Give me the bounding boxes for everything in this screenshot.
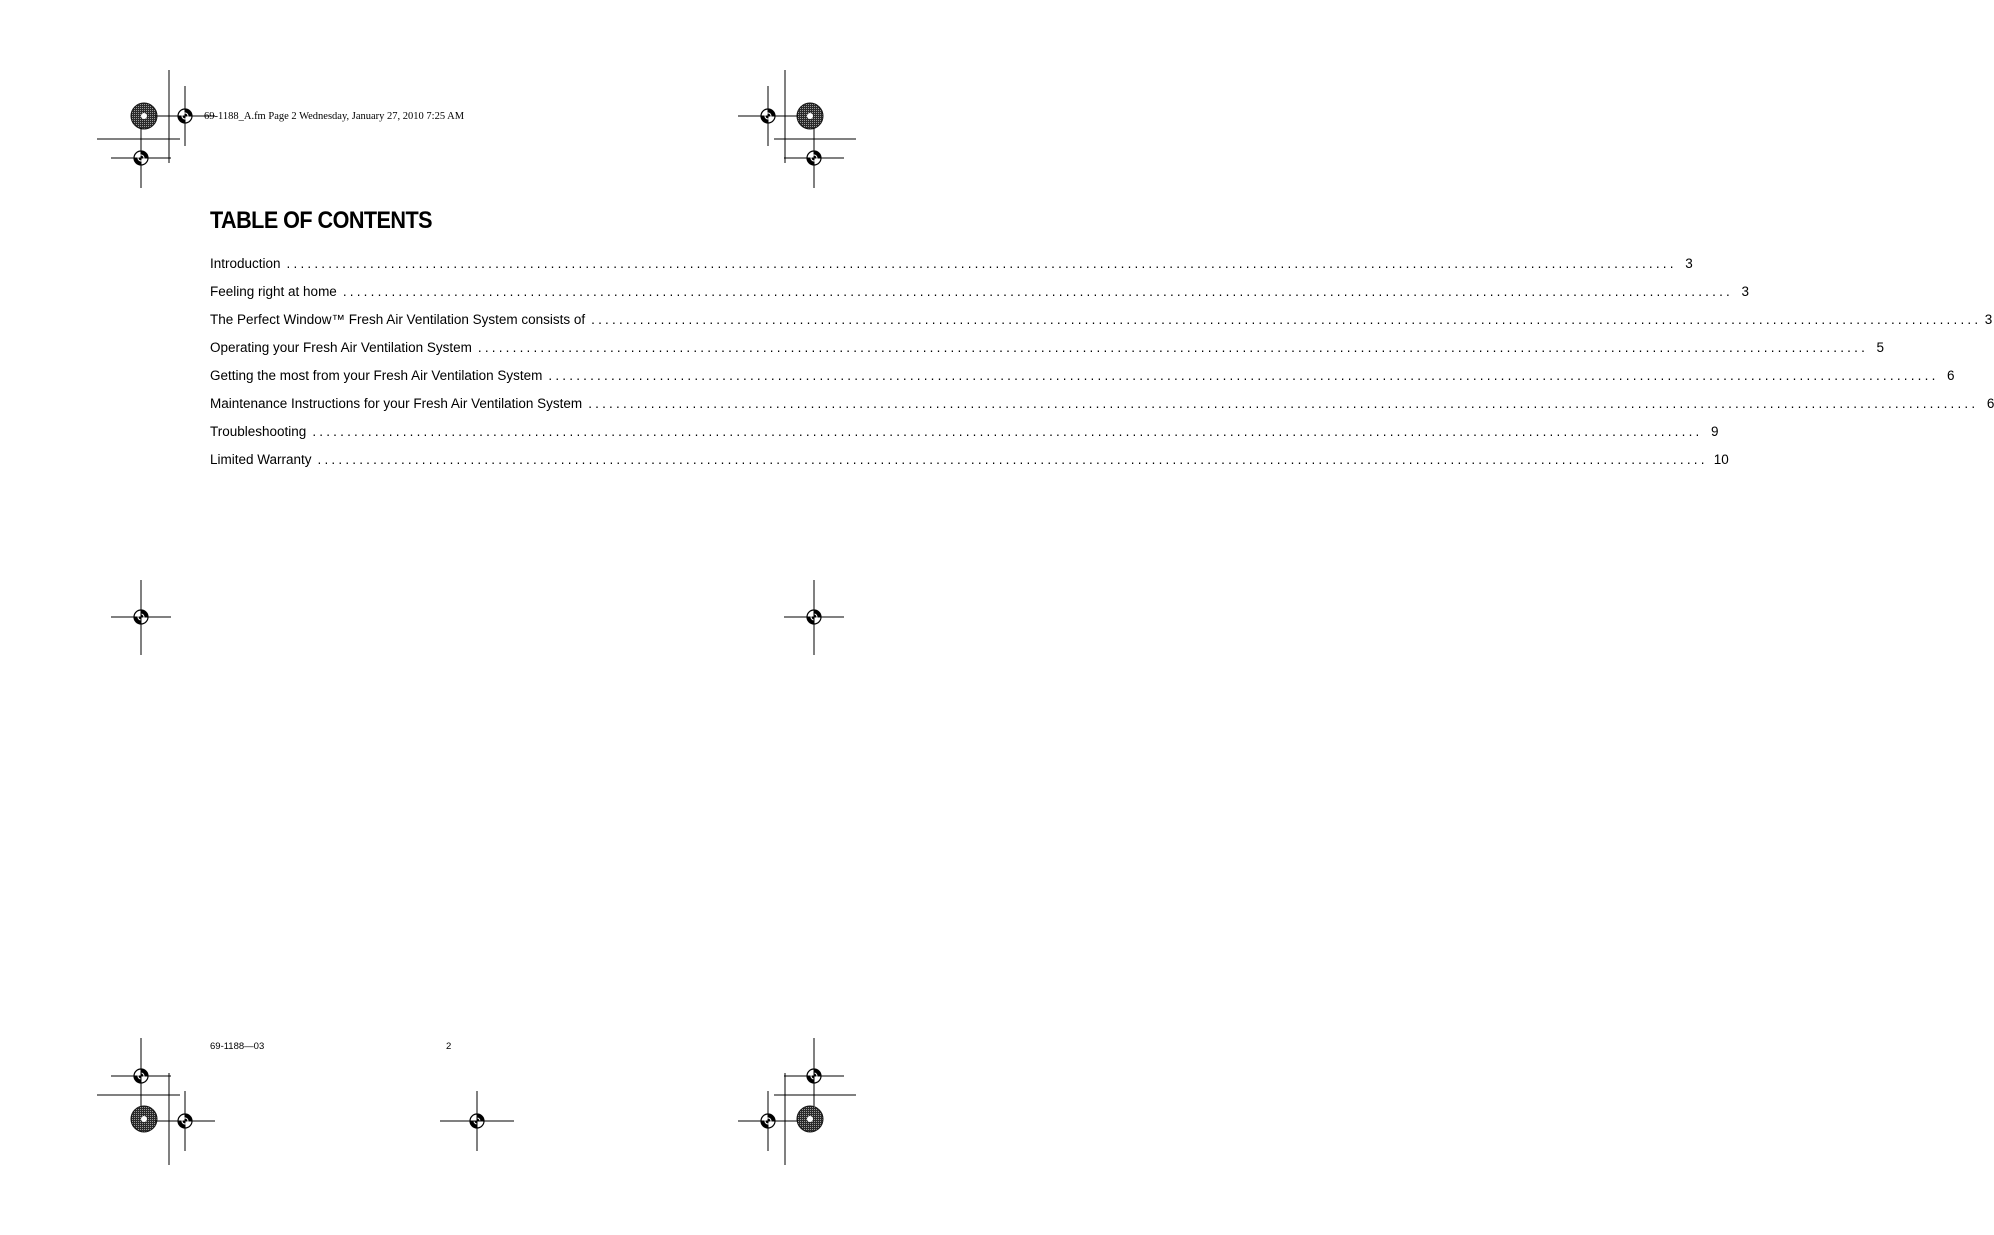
toc-entry-label: Limited Warranty — [210, 452, 312, 467]
toc-entry-page: 5 — [1876, 340, 1885, 355]
toc-entry-label: Feeling right at home — [210, 284, 337, 299]
toc-entry-troubleshooting[interactable] — [210, 422, 1719, 450]
star-target-icon — [131, 103, 157, 129]
toc-entry-label: Getting the most from your Fresh Air Ventilation System — [210, 368, 543, 383]
footer-doc-number: 69-1188—03 — [210, 1041, 265, 1052]
page-title: TABLE OF CONTENTS — [210, 207, 433, 234]
toc-entry-label: Troubleshooting — [210, 424, 307, 439]
star-target-icon — [131, 1106, 157, 1132]
toc-entry-system-consists-of[interactable] — [210, 310, 1993, 338]
toc-dot-leader: ........................................................................................................................................................................................................ — [588, 396, 1979, 411]
toc-entry-maintenance[interactable] — [210, 394, 1994, 422]
toc-dot-leader: ........................................................................................................................................................................................................ — [548, 368, 1939, 383]
toc-entry-label: Operating your Fresh Air Ventilation System — [210, 340, 472, 355]
toc-list — [210, 254, 1994, 478]
toc-entry-operating[interactable] — [210, 338, 1885, 366]
toc-entry-label: Maintenance Instructions for your Fresh Air Ventilation System — [210, 396, 583, 411]
toc-dot-leader: ........................................................................................................................................................................................................ — [312, 424, 1703, 439]
toc-entry-page: 10 — [1713, 452, 1729, 467]
toc-dot-leader: ........................................................................................................................................................................................................ — [591, 312, 1982, 327]
registration-mark-icon — [738, 1091, 798, 1151]
toc-dot-leader: ........................................................................................................................................................................................................ — [477, 340, 1869, 355]
toc-entry-page: 3 — [1984, 312, 1993, 327]
star-target-icon — [797, 1106, 823, 1132]
toc-entry-label: Introduction — [210, 256, 281, 271]
registration-mark-icon — [738, 86, 798, 146]
toc-entry-feeling-right-at-home[interactable] — [210, 282, 1749, 310]
toc-entry-label: The Perfect Window™ Fresh Air Ventilation System consists of — [210, 312, 586, 327]
star-target-icon — [797, 103, 823, 129]
file-slug: 69-1188_A.fm Page 2 Wednesday, January 27, 2010 7:25 AM — [204, 111, 465, 122]
registration-mark-icon — [155, 1091, 215, 1151]
toc-entry-page: 3 — [1685, 256, 1693, 271]
registration-mark-icon — [784, 128, 844, 188]
toc-entry-getting-the-most[interactable] — [210, 366, 1955, 394]
toc-dot-leader: ........................................................................................................................................................................................................ — [342, 284, 1733, 299]
toc-dot-leader: ........................................................................................................................................................................................................ — [286, 256, 1677, 271]
toc-entry-page: 3 — [1741, 284, 1749, 299]
registration-mark-icon — [111, 128, 171, 188]
footer-page-number: 2 — [446, 1041, 452, 1052]
toc-dot-leader: ........................................................................................................................................................................................................ — [317, 452, 1708, 467]
toc-entry-page: 6 — [1947, 368, 1955, 383]
toc-entry-limited-warranty[interactable] — [210, 450, 1729, 478]
toc-entry-page: 6 — [1986, 396, 1994, 411]
printer-marks — [0, 0, 954, 1235]
toc-entry-introduction[interactable] — [210, 254, 1693, 282]
toc-entry-page: 9 — [1710, 424, 1719, 439]
